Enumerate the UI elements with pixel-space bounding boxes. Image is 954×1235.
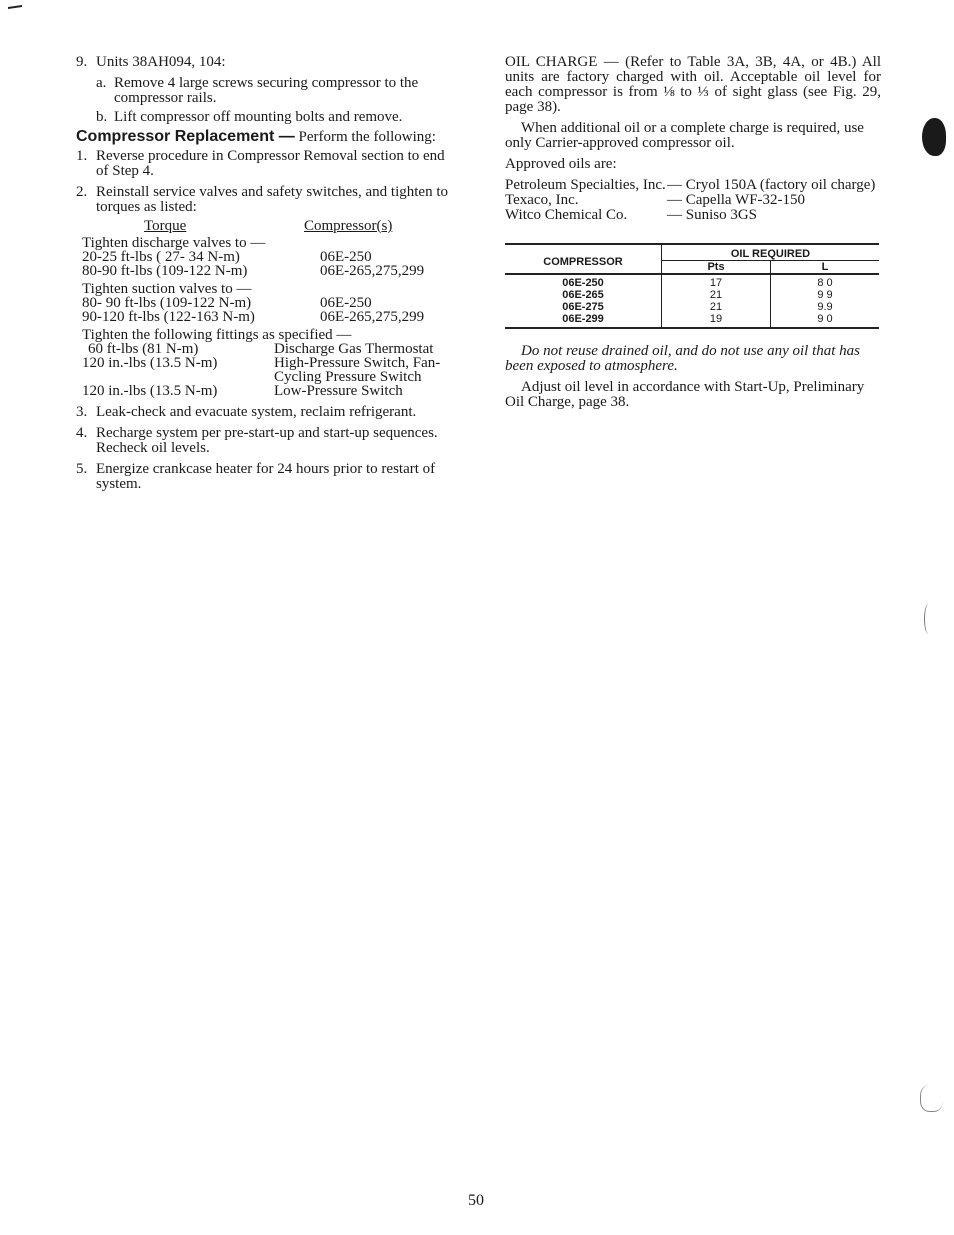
table-row: 06E-265 21 9 9	[505, 289, 879, 301]
fitting-torque: 120 in.-lbs (13.5 N-m)	[82, 355, 218, 371]
page-number: 50	[468, 1192, 484, 1209]
torque-value: 80-90 ft-lbs (109-122 N-m)	[82, 263, 248, 279]
table-row: 06E-275 21 9.9	[505, 301, 879, 313]
left-column	[76, 55, 452, 498]
approved-oils-list	[505, 178, 881, 223]
right-column	[505, 55, 881, 410]
compressor-model: 06E-265,275,299	[320, 309, 425, 325]
compressor-model: 06E-250	[320, 249, 372, 265]
scan-smudge	[920, 1085, 943, 1112]
torque-header: Torque	[144, 218, 187, 234]
scan-smudge	[924, 604, 933, 634]
step-4: 4. Recharge system per pre-start-up and start-up sequences. Recheck oil levels.	[76, 425, 438, 456]
compressor-model: 06E-250	[320, 295, 372, 311]
fitting-torque: 60 ft-lbs (81 N-m)	[88, 341, 199, 357]
col-l: L	[821, 261, 829, 273]
fittings-label: Tighten the following fittings as specified —	[82, 327, 352, 343]
discharge-label: Tighten discharge valves to —	[82, 235, 266, 251]
col-oil-required: OIL REQUIRED	[662, 244, 880, 261]
scan-blot	[922, 118, 946, 156]
step-5: 5. Energize crankcase heater for 24 hours prior to restart of system.	[76, 461, 436, 492]
step-2: 2. Reinstall service valves and safety switches, and tighten to torques as listed:	[76, 184, 448, 215]
fitting-item: High-Pressure Switch, Fan-	[274, 355, 441, 371]
oil-entry: Texaco, Inc. — Capella WF-32-150	[505, 192, 806, 208]
adjust-oil-paragraph: Adjust oil level in accordance with Start-Up, Preliminary Oil Charge, page 38.	[505, 379, 865, 410]
step-1: 1. Reverse procedure in Compressor Removal section to end of Step 4.	[76, 148, 445, 179]
table-row: 06E-250 17 8 0	[505, 274, 879, 289]
oil-charge-paragraph: OIL CHARGE — (Refer to Table 3A, 3B, 4A, or 4B.) All units are factory charged with oil. Acceptable oil level for each compressor is from ⅛ to ⅓ of sight glass (see Fig. 29, page 38).	[505, 54, 881, 115]
approved-oils-label: Approved oils are:	[505, 156, 617, 172]
fitting-torque: 120 in.-lbs (13.5 N-m)	[82, 383, 218, 399]
section-heading: Compressor Replacement — Perform the following:	[76, 128, 436, 145]
step-9a: a. Remove 4 large screws securing compressor to the compressor rails.	[96, 75, 419, 106]
fitting-item: Low-Pressure Switch	[274, 383, 403, 399]
col-pts: Pts	[662, 261, 771, 275]
step-9: 9. Units 38AH094, 104:	[76, 54, 226, 70]
warning-note: Do not reuse drained oil, and do not use any oil that has been exposed to atmosphere.	[505, 343, 861, 374]
fitting-item: Discharge Gas Thermostat	[274, 341, 434, 357]
torque-table	[82, 219, 452, 405]
step-3: 3. Leak-check and evacuate system, reclaim refrigerant.	[76, 404, 417, 420]
col-compressor: COMPRESSOR	[505, 244, 662, 274]
oil-required-table	[505, 243, 879, 329]
compressor-header: Compressor(s)	[304, 218, 393, 234]
fitting-item: Cycling Pressure Switch	[274, 369, 422, 385]
suction-label: Tighten suction valves to —	[82, 281, 252, 297]
compressor-model: 06E-265,275,299	[320, 263, 425, 279]
additional-oil-paragraph: When additional oil or a complete charge is required, use only Carrier-approved compressor oil.	[505, 120, 864, 151]
torque-value: 80- 90 ft-lbs (109-122 N-m)	[82, 295, 252, 311]
oil-entry: Witco Chemical Co. — Suniso 3GS	[505, 207, 758, 223]
oil-entry: Petroleum Specialties, Inc. — Cryol 150A (factory oil charge)	[505, 177, 876, 193]
torque-value: 20-25 ft-lbs ( 27- 34 N-m)	[82, 249, 240, 265]
table-row: 06E-299 19 9 0	[505, 313, 879, 328]
corner-mark	[8, 5, 22, 15]
step-9b: b. Lift compressor off mounting bolts and remove.	[96, 109, 403, 125]
torque-value: 90-120 ft-lbs (122-163 N-m)	[82, 309, 255, 325]
